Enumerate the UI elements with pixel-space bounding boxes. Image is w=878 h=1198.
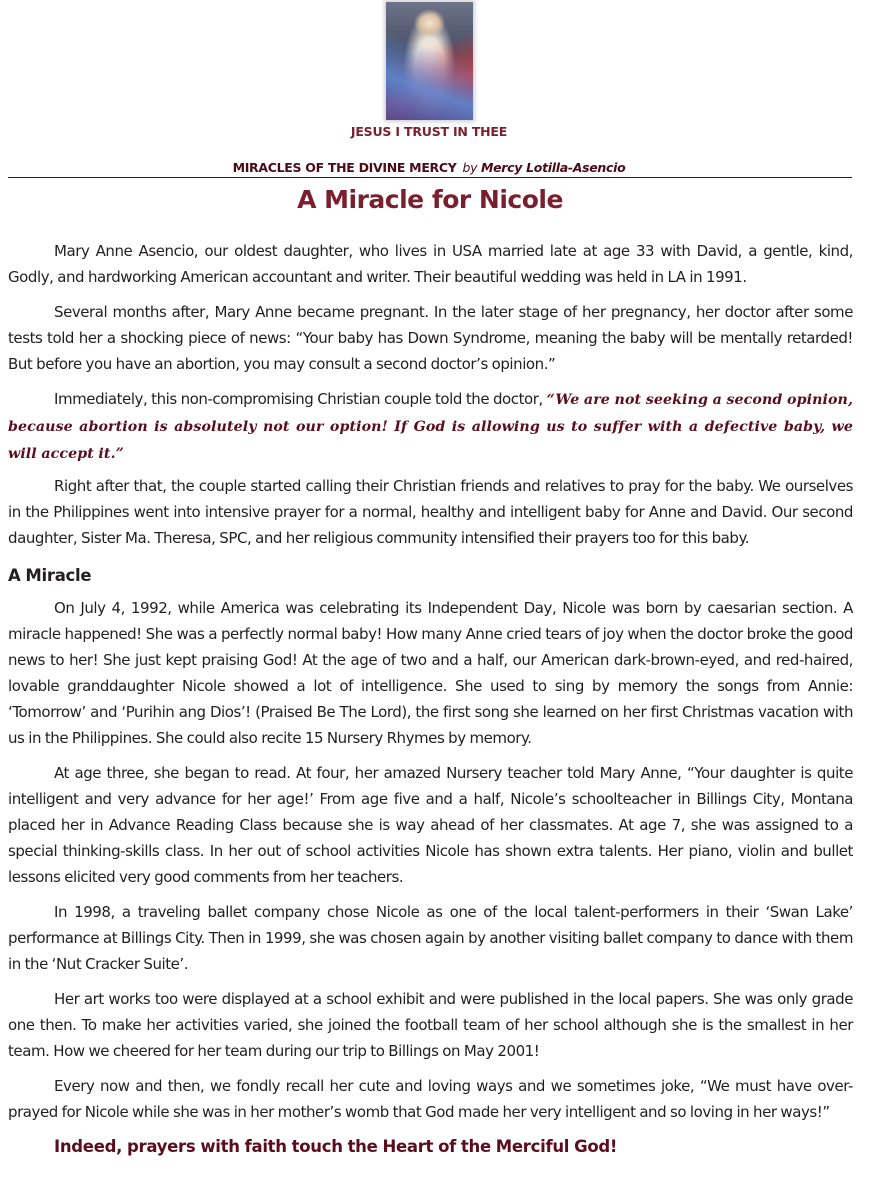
- article-title: A Miracle for Nicole: [297, 185, 563, 214]
- author-name: Mercy Lotilla-Asencio: [480, 160, 626, 175]
- paragraph: Every now and then, we fondly recall her cute and loving ways and we sometimes joke, “We must have over-prayed for Nicole while she was in her mother’s womb that God made her very intelligent and so loving in her ways!”: [8, 1077, 853, 1121]
- image-caption: JESUS I TRUST IN THEE: [350, 124, 508, 139]
- paragraph: Her art works too were displayed at a school exhibit and were published in the local papers. She was only grade one then. To make her activities varied, she joined the football team of her school although she is the smallest in her team. How we cheered for her team during our trip to Billings on May 2001!: [8, 990, 853, 1060]
- series-title: MIRACLES OF THE DIVINE MERCY: [232, 160, 457, 175]
- paragraph-with-quote: [8, 386, 853, 467]
- quote-lead: Immediately, this non-compromising Christian couple told the doctor,: [54, 390, 547, 408]
- paragraph: Mary Anne Asencio, our oldest daughter, who lives in USA married late at age 33 with David, a gentle, kind, Godly, and hardworking American accountant and writer. Their beautiful wedding was held in LA in 1991.: [8, 242, 853, 286]
- paragraph: In 1998, a traveling ballet company chose Nicole as one of the local talent-performers in their ‘Swan Lake’ performance at Billings City. Then in 1999, she was chosen again by another visiting ballet company to dance with them in the ‘Nut Cracker Suite’.: [8, 903, 853, 973]
- section-heading: A Miracle: [8, 566, 92, 585]
- by-label: by: [462, 160, 478, 175]
- header-divider: [8, 177, 852, 178]
- paragraph: Several months after, Mary Anne became pregnant. In the later stage of her pregnancy, her doctor after some tests told her a shocking piece of news: “Your baby has Down Syndrome, meaning the baby will be mentally retarded! But before you have an abortion, you may consult a second doctor’s opinion.”: [8, 303, 853, 373]
- series-byline: [0, 160, 858, 175]
- closing-statement: Indeed, prayers with faith touch the Heart of the Merciful God!: [54, 1137, 618, 1156]
- paragraph: On July 4, 1992, while America was celebrating its Independent Day, Nicole was born by caesarian section. A miracle happened! She was a perfectly normal baby! How many Anne cried tears of joy when the doctor broke the good news to her! She just kept praising God! At the age of two and a half, our American dark-brown-eyed, and red-haired, lovable granddaughter Nicole showed a lot of intelligence. She used to sing by memory the songs from Annie: ‘Tomorrow’ and ‘Purihin ang Dios’! (Praised Be The Lord), the first song she learned on her first Christmas vacation with us in the Philippines. She could also recite 15 Nursery Rhymes by memory.: [8, 599, 853, 747]
- paragraph: Right after that, the couple started calling their Christian friends and relatives to pray for the baby. We ourselves in the Philippines went into intensive prayer for a normal, healthy and intelligent baby for Anne and David. Our second daughter, Sister Ma. Theresa, SPC, and her religious community intensified their prayers too for this baby.: [8, 477, 853, 547]
- article-body: [8, 238, 853, 1160]
- couple-quote: “We are not seeking a second opinion, because abortion is absolutely not our option! If God is allowing us to suffer with a defective baby, we will accept it.”: [8, 392, 854, 462]
- paragraph: At age three, she began to read. At four, her amazed Nursery teacher told Mary Anne, “Your daughter is quite intelligent and very advance for her age!’ From age five and a half, Nicole’s schoolteacher in Billings City, Montana placed her in Advance Reading Class because she is way ahead of her classmates. At age 7, she was assigned to a special thinking-skills class. In her out of school activities Nicole has shown extra talents. Her piano, violin and bullet lessons elicited very good comments from her teachers.: [8, 764, 853, 886]
- divine-mercy-image: [386, 2, 473, 120]
